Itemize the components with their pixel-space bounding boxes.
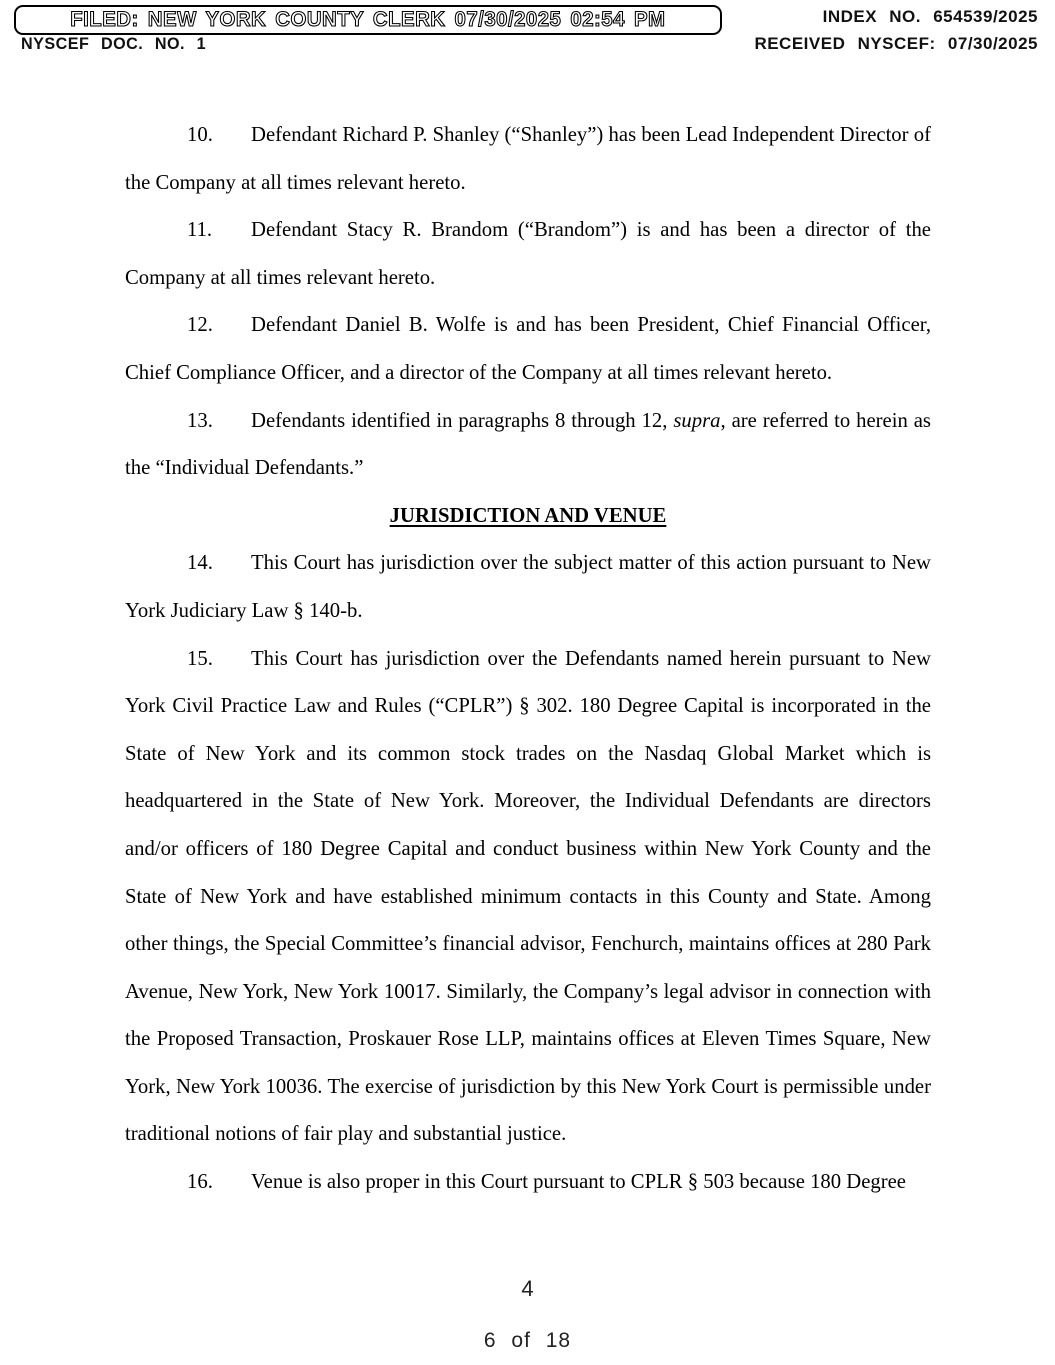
paragraph-number: 15. <box>187 647 213 670</box>
index-no: INDEX NO. 654539/2025 <box>822 7 1038 26</box>
paragraph-text: Defendants identified in paragraphs 8 through 12, <box>251 409 674 432</box>
paragraph <box>125 302 931 397</box>
paragraph-text: Defendant Stacy R. Brandom (“Brandom”) is and has been a director of the Company at all times relevant hereto. <box>125 219 931 289</box>
paragraph-text: Defendant Richard P. Shanley (“Shanley”) has been Lead Independent Director of the Company at all times relevant hereto. <box>125 124 931 194</box>
received-nyscef: RECEIVED NYSCEF: 07/30/2025 <box>754 34 1038 53</box>
paragraph-number: 11. <box>187 219 213 242</box>
paragraph-text: This Court has jurisdiction over the Defendants named herein pursuant to New York Civil Practice Law and Rules (“CPLR”) § 302. 180 Degree Capital is incorporated in the State of New York and its common stock trades on the Nasdaq Global Market which is headquartered in the State of New York. Moreover, the Individual Defendants are directors and/or officers of 180 Degree Capital and conduct business within New York County and the State of New York and have established minimum contacts in this County and State. Among other things, the Special Committee’s financial advisor, Fenchurch, maintains offices at 280 Park Avenue, New York, New York 10017. Similarly, the Company’s legal advisor in connection with the Proposed Transaction, Proskauer Rose LLP, maintains offices at Eleven Times Square, New York, New York 10036. The exercise of jurisdiction by this New York Court is permissible under traditional notions of fair play and substantial justice. <box>125 647 931 1146</box>
paragraph <box>125 398 931 493</box>
paragraph-text: Defendant Daniel B. Wolfe is and has been President, Chief Financial Officer, Chief Compliance Officer, and a director of the Company at all times relevant hereto. <box>125 314 931 384</box>
paragraph-number: 16. <box>187 1171 213 1194</box>
paragraph-number: 14. <box>187 552 213 575</box>
paragraph-text: supra <box>673 409 721 432</box>
paragraph-number: 12. <box>187 314 213 337</box>
nyscef-doc-no: NYSCEF DOC. NO. 1 <box>21 34 207 53</box>
paragraph <box>125 1159 931 1207</box>
paragraph-number: 13. <box>187 409 213 432</box>
paragraph-text: Venue is also proper in this Court pursuant to CPLR § 503 because 180 Degree <box>251 1171 906 1194</box>
paragraph <box>125 207 931 302</box>
filed-stamp-text: FILED: NEW YORK COUNTY CLERK 07/30/2025 02:54 PM <box>70 8 666 31</box>
paragraph <box>125 636 931 1160</box>
page-number: 4 <box>521 1276 534 1301</box>
nyscef-page-indicator: 6 of 18 <box>483 1329 572 1352</box>
document-body <box>125 112 931 1207</box>
paragraph <box>125 112 931 207</box>
paragraph <box>125 540 931 635</box>
paragraph-text: , are referred to herein as the “Individual Defendants.” <box>125 409 931 480</box>
paragraph-text: This Court has jurisdiction over the subject matter of this action pursuant to New York Judiciary Law § 140-b. <box>125 552 931 622</box>
section-heading-text: JURISDICTION AND VENUE <box>389 504 667 527</box>
section-heading <box>125 493 931 541</box>
paragraph-number: 10. <box>187 124 213 146</box>
filed-stamp-box <box>14 5 722 35</box>
